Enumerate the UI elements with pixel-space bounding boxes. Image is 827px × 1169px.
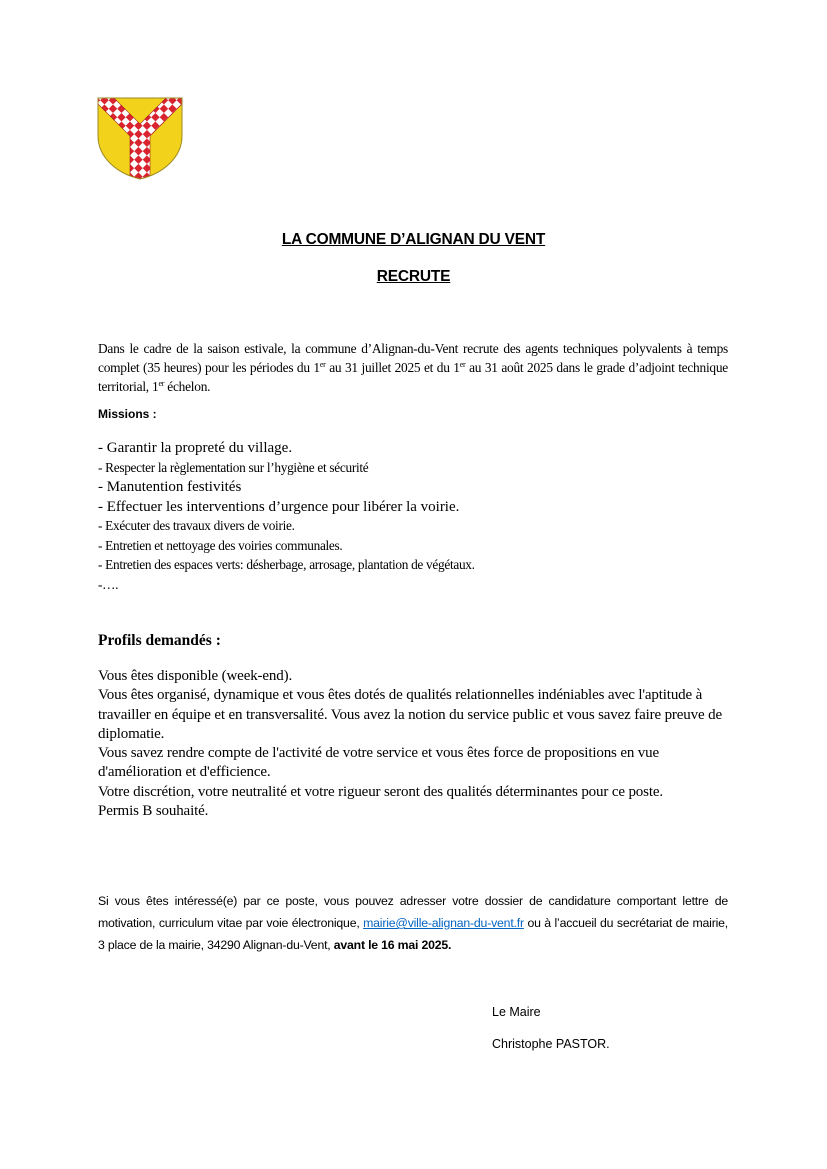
contact-text: Si vous êtes intéressé(e) par ce poste, vous pouvez adresser votre dossier de candidature comportant lettre de motivation, curriculum vitae par voie électronique,: [98, 894, 728, 930]
mission-item: - Respecter la règlementation sur l’hygiène et sécurité: [98, 459, 369, 475]
profils-heading: Profils demandés :: [98, 632, 221, 649]
mission-item: - Entretien des espaces verts: désherbage, arrosage, plantation de végétaux.: [98, 557, 475, 572]
intro-text: Dans le cadre de la saison estivale, la commune d’Alignan-du-Vent recrute des agents techniques polyvalents à temps complet (35 heures) pour les périodes du 1: [98, 341, 728, 375]
mission-item: -….: [98, 576, 119, 592]
ordinal-suffix: er: [158, 379, 165, 388]
intro-text: au 31 juillet 2025 et du 1: [325, 360, 460, 375]
profil-paragraph: Vous êtes organisé, dynamique et vous êtes dotés de qualités relationnelles indéniables avec l'aptitude à travailler en équipe et en transversalité. Vous avez la notion du service public et vous savez faire preuve de diplomatie.: [98, 687, 722, 742]
profil-paragraph: Permis B souhaité.: [98, 803, 209, 820]
contact-paragraph: [98, 890, 728, 956]
page-title: LA COMMUNE D’ALIGNAN DU VENT: [281, 231, 546, 248]
signature-name: Christophe PASTOR.: [492, 1037, 610, 1051]
coat-of-arms-icon: [96, 96, 184, 180]
profil-paragraph: Vous savez rendre compte de l'activité de votre service et vous êtes force de propositions en vue d'amélioration et d'efficience.: [98, 745, 660, 781]
profil-paragraph: Vous êtes disponible (week-end).: [98, 668, 293, 684]
missions-heading: Missions :: [98, 407, 157, 421]
profils-section: [98, 667, 738, 821]
email-link[interactable]: mairie@ville-alignan-du-vent.fr: [363, 916, 524, 930]
mission-item: - Entretien et nettoyage des voiries communales.: [98, 537, 343, 553]
intro-text: échelon.: [164, 379, 211, 394]
ordinal-suffix: er: [319, 360, 326, 369]
mission-item: - Exécuter des travaux divers de voirie.: [98, 518, 295, 533]
page-subtitle: RECRUTE: [376, 268, 451, 285]
profil-paragraph: Votre discrétion, votre neutralité et votre rigueur seront des qualités déterminantes pour ce poste.: [98, 783, 663, 800]
mission-item: - Effectuer les interventions d’urgence pour libérer la voirie.: [98, 498, 460, 515]
intro-text: au 31 août 2025 dans le grade d’adjoint technique territorial, 1: [98, 360, 728, 394]
mission-item: - Manutention festivités: [98, 479, 242, 495]
intro-paragraph: [98, 339, 728, 396]
ordinal-suffix: er: [459, 360, 466, 369]
missions-list: [98, 440, 475, 596]
deadline-text: avant le 16 mai 2025.: [333, 938, 452, 952]
signature-role: Le Maire: [492, 1005, 541, 1019]
mission-item: - Garantir la propreté du village.: [98, 440, 293, 456]
contact-text: ou à l’accueil du secrétariat de mairie, 3 place de la mairie, 34290 Alignan-du-Vent,: [98, 916, 728, 952]
